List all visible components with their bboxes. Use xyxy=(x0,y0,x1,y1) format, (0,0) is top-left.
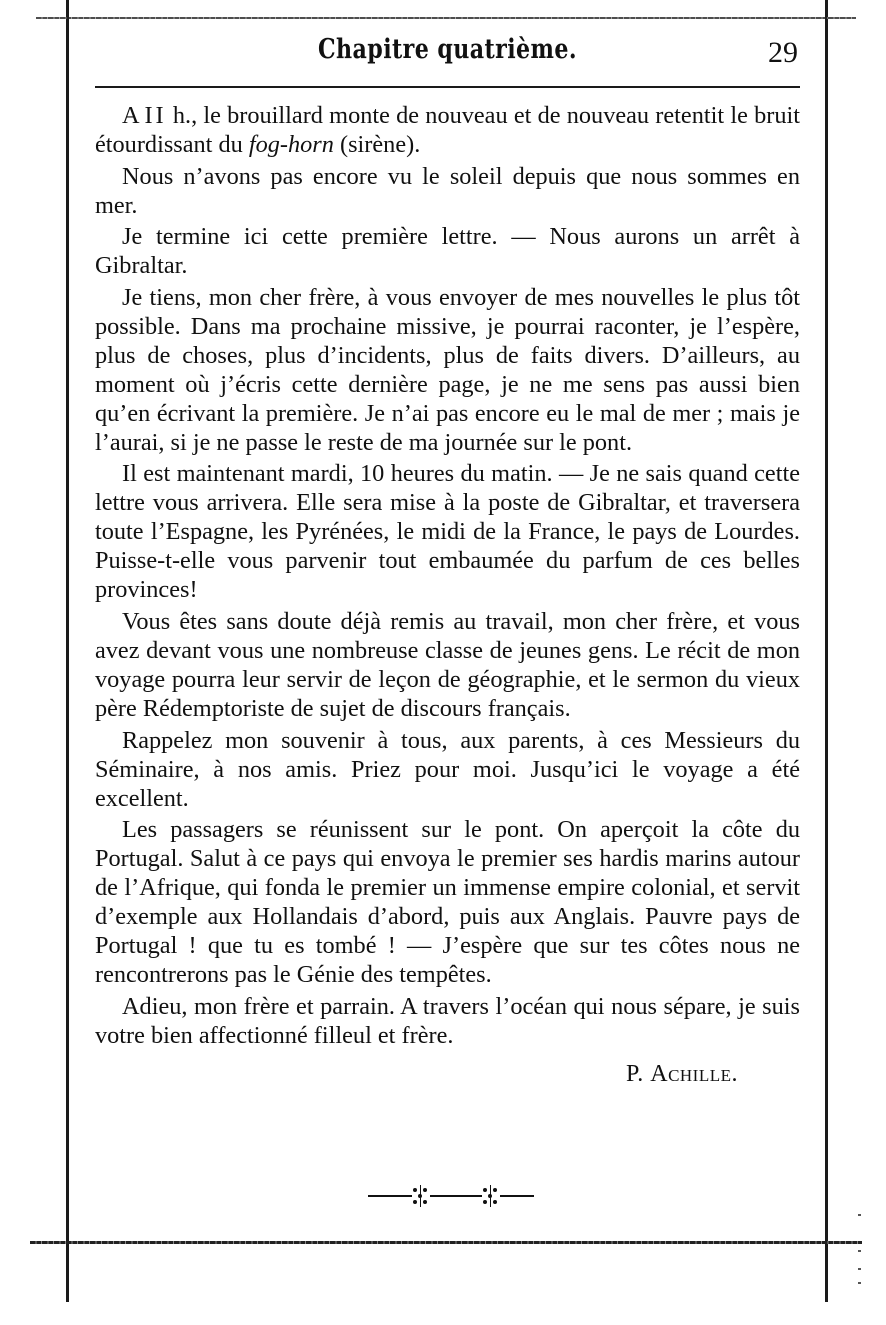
ornament-rule xyxy=(430,1195,482,1197)
fleuron-icon xyxy=(412,1183,430,1209)
paragraph: Je termine ici cette première lettre. — Nous aurons un arrêt à Gibraltar. xyxy=(95,223,800,280)
paragraph: Rappelez mon souvenir à tous, aux parents, à ces Messieurs du Séminaire, à nos amis. Priez pour moi. Jusqu’ici le voyage a été excellent. xyxy=(95,726,800,812)
running-header xyxy=(95,24,800,80)
hour-numeral: II xyxy=(144,102,167,129)
page-border-right xyxy=(825,0,828,1302)
paragraph: Je tiens, mon cher frère, à vous envoyer de mes nouvelles le plus tôt possible. Dans ma prochaine missive, je pourrai raconter, je l’espère, plus de choses, plus d’incidents, plus de faits divers. D’ailleurs, au moment où j’écris cette dernière page, je ne me sens pas aussi bien qu’en écrivant la première. Je n’ai pas encore eu le mal de mer ; mais je l’aurai, si je ne passe le reste de ma journée sur le pont. xyxy=(95,283,800,456)
paragraph: Adieu, mon frère et parrain. A travers l’océan qui nous sépare, je suis votre bien affectionné filleul et frère. xyxy=(95,992,800,1049)
paragraph: Les passagers se réunissent sur le pont. On aperçoit la côte du Portugal. Salut à ce pays qui envoya le premier ses hardis marins autour de l’Afrique, qui fonda le premier un immense empire colonial, et servit d’exemple aux Hollandais d’abord, puis aux Anglais. Pauvre pays de Portugal ! que tu es tombé ! — J’espère que sur tes côtes nous ne rencontrerons pas le Génie des tempêtes. xyxy=(95,816,800,989)
paragraph: A II h., le brouillard monte de nouveau et de nouveau retentit le bruit étourdissant du fog-horn (sirène). xyxy=(95,102,800,158)
foreign-term: fog-horn xyxy=(248,131,334,158)
signature-name: Achille xyxy=(650,1060,732,1087)
signature: P. Achille. xyxy=(626,1060,738,1087)
ornament-rule xyxy=(368,1195,412,1197)
paragraph: Nous n’avons pas encore vu le soleil depuis que nous sommes en mer. xyxy=(95,162,800,219)
page-number: 29 xyxy=(768,36,798,69)
fleuron-ornament xyxy=(368,1183,534,1209)
fleuron-icon xyxy=(482,1183,500,1209)
scan-speck xyxy=(858,1282,861,1284)
page-border-top xyxy=(36,17,856,19)
paragraph: Il est maintenant mardi, 10 heures du matin. — Je ne sais quand cette lettre vous arrivera. Elle sera mise à la poste de Gibraltar, et traversera toute l’Espagne, les Pyrénées, le midi de la France, le pays de Lourdes. Puisse-t-elle vous parvenir tout embaumée du parfum de ces belles provinces! xyxy=(95,460,800,604)
page-border-bottom xyxy=(30,1241,862,1244)
scan-speck xyxy=(858,1268,861,1270)
scan-speck xyxy=(858,1250,861,1252)
ornament-rule xyxy=(500,1195,534,1197)
letter-body xyxy=(95,101,800,1089)
header-rule xyxy=(95,86,800,88)
running-title: Chapitre quatrième. xyxy=(318,34,577,65)
scan-speck xyxy=(858,1214,861,1216)
paragraph: Vous êtes sans doute déjà remis au travail, mon cher frère, et vous avez devant vous une nombreuse classe de jeunes gens. Le récit de mon voyage pourra leur servir de leçon de géographie, et le sermon du vieux père Rédemptoriste de sujet de discours français. xyxy=(95,607,800,722)
page-border-left xyxy=(66,0,69,1302)
